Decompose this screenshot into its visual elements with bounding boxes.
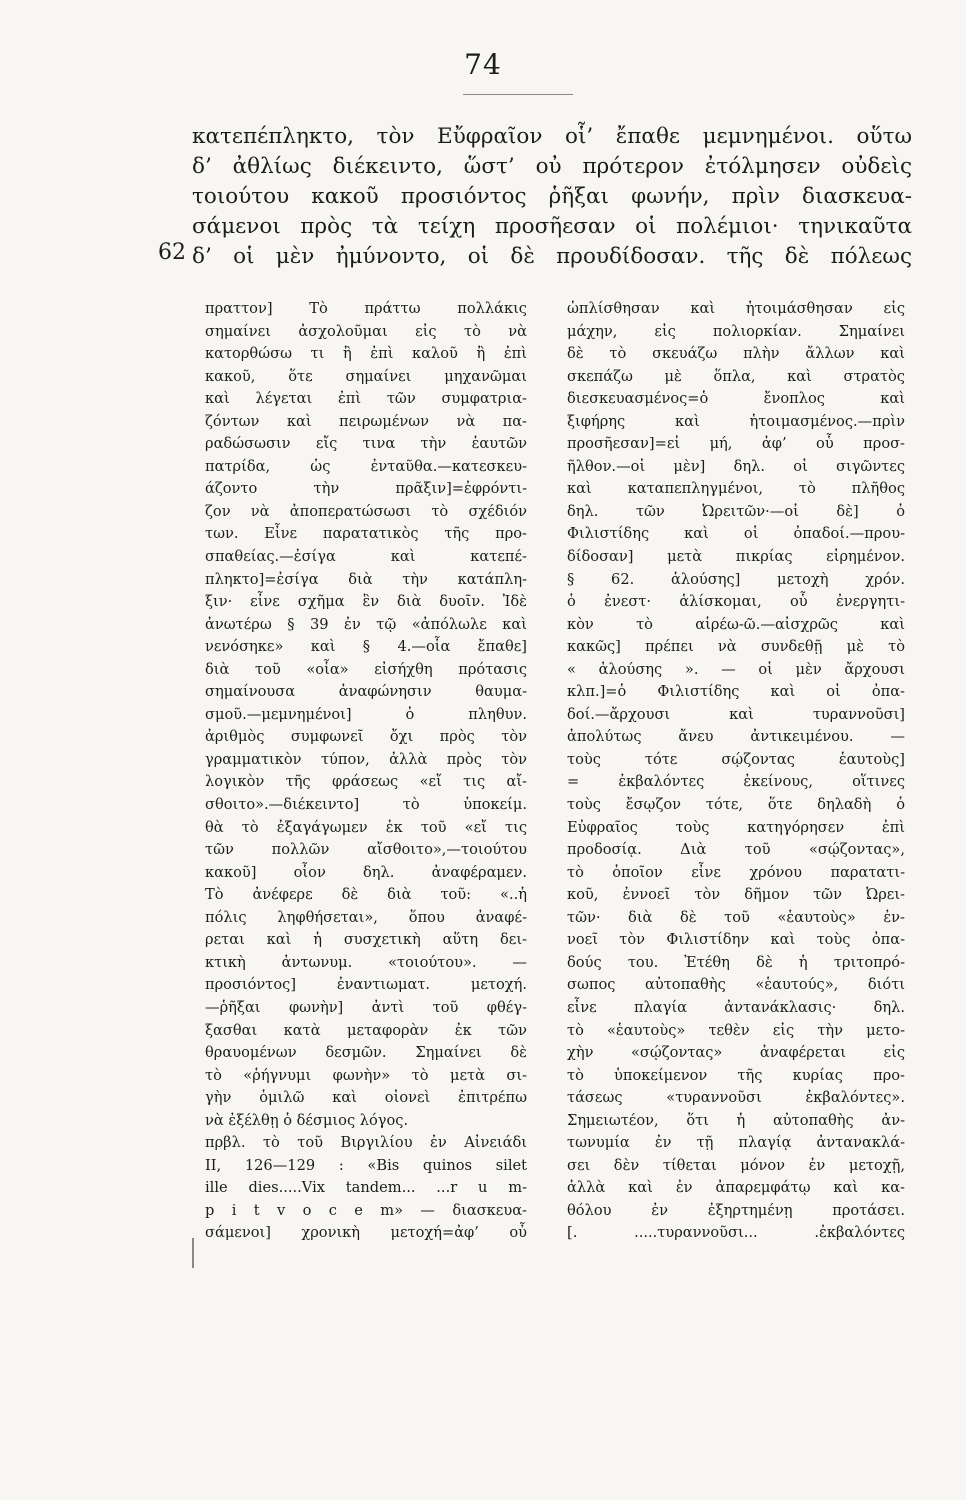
commentary-line: γὴν ὁμιλῶ καὶ οἱονεὶ ἐπιτρέπω xyxy=(205,1089,527,1107)
commentary-line: ἀλλὰ καὶ ἐν ἀπαρεμφάτῳ καὶ κα- xyxy=(567,1179,905,1197)
commentary-line: τοὺς ἔσῳζον τότε, ὅτε δηλαδὴ ὁ xyxy=(567,796,905,814)
commentary-line: θόλου ἐν ἐξηρτημένῃ προτάσει. xyxy=(567,1201,905,1219)
commentary-line: κακοῦ, ὅτε σημαίνει μηχανῶμαι xyxy=(205,367,527,385)
commentary-line: νενόσηκε» καὶ § 4.—οἷα ἔπαθε] xyxy=(205,638,527,656)
commentary-line: σωπος αὐτοπαθὴς «ἑαυτούς», διότι xyxy=(567,976,905,994)
commentary-line: τὸ «ἑαυτοὺς» τεθὲν εἰς τὴν μετο- xyxy=(567,1021,905,1039)
commentary-line: ραδώσωσιν εἴς τινα τὴν ἑαυτῶν xyxy=(205,435,527,453)
commentary-line: « ἁλούσης ». — οἱ μὲν ἄρχουσι xyxy=(567,660,905,678)
commentary-line: [. .....τυραννοῦσι... .ἐκβαλόντες xyxy=(567,1224,905,1242)
page-number: 74 xyxy=(464,48,502,81)
commentary-line: μάχην, εἰς πολιορκίαν. Σημαίνει xyxy=(567,322,905,340)
commentary-line: κὸν τὸ αἱρέω-ῶ.—αἰσχρῶς καὶ xyxy=(567,615,905,633)
commentary-line: θραυομένων δεσμῶν. Σημαίνει δὲ xyxy=(205,1044,527,1062)
commentary-left-column xyxy=(205,298,527,1245)
commentary-line: πατρίδα, ὡς ἐνταῦθα.—κατεσκευ- xyxy=(205,457,527,475)
commentary-line: § 62. ἁλούσης] μετοχὴ χρόν. xyxy=(567,570,905,588)
commentary-line: σπαθείας.—ἐσίγα καὶ κατεπέ- xyxy=(205,548,527,566)
commentary-line: προδοσίᾳ. Διὰ τοῦ «σῴζοντας», xyxy=(567,841,905,859)
commentary-line: τῶν· διὰ δὲ τοῦ «ἑαυτοὺς» ἐν- xyxy=(567,908,905,926)
commentary-line: καὶ καταπεπληγμένοι, τὸ πλῆθος xyxy=(567,480,905,498)
main-text-line: τοιούτου κακοῦ προσιόντος ῥῆξαι φωνήν, πρὶν διασκευα- xyxy=(192,184,912,209)
commentary-line: τωνυμία ἐν τῇ πλαγίᾳ ἀντανακλά- xyxy=(567,1134,905,1152)
commentary-line: άζοντο τὴν πρᾶξιν]=ἐφρόντι- xyxy=(205,480,527,498)
commentary-line: καὶ λέγεται ἐπὶ τῶν συμφατρια- xyxy=(205,390,527,408)
commentary-line: χὴν «σῴζοντας» ἀναφέρεται εἰς xyxy=(567,1044,905,1062)
commentary-line: ζον νὰ ἀποπερατώσωσι τὸ σχέδιόν xyxy=(205,502,527,520)
commentary-line: διὰ τοῦ «οἷα» εἰσήχθη πρότασις xyxy=(205,660,527,678)
commentary-line: Φιλιστίδης καὶ οἱ ὀπαδοί.—πρου- xyxy=(567,525,905,543)
commentary-line: των. Εἶνε παρατατικὸς τῆς προ- xyxy=(205,525,527,543)
commentary-line: κακῶς] πρέπει νὰ συνδεθῇ μὲ τὸ xyxy=(567,638,905,656)
commentary-line: νὰ ἐξέλθῃ ὁ δέσμιος λόγος. xyxy=(205,1111,409,1129)
commentary-line: ρεται καὶ ἡ συσχετικὴ αὕτη δει- xyxy=(205,931,527,949)
commentary-line: σει δὲν τίθεται μόνον ἐν μετοχῇ, xyxy=(567,1156,905,1174)
commentary-line: ξιφήρης καὶ ἡτοιμασμένος.—πρὶν xyxy=(567,412,905,430)
commentary-line: ὡπλίσθησαν καὶ ἡτοιμάσθησαν εἰς xyxy=(567,300,905,317)
commentary-line: τὸ ὑποκείμενον τῆς κυρίας προ- xyxy=(567,1066,905,1084)
commentary-line: προσιόντος] ἐναντιωματ. μετοχή. xyxy=(205,976,527,994)
commentary-line: δηλ. τῶν Ὠρειτῶν·—οἱ δὲ] ὁ xyxy=(567,502,905,520)
commentary-line: τὸ ὁποῖον εἶνε χρόνου παρατατι- xyxy=(567,863,905,881)
commentary-line: —ῥῆξαι φωνὴν] ἀντὶ τοῦ φθέγ- xyxy=(205,998,527,1016)
commentary-line: πόλις ληφθήσεται», ὅπου ἀναφέ- xyxy=(205,908,527,926)
commentary-line: πληκτο]=ἐσίγα διὰ τὴν κατάπλη- xyxy=(205,570,527,588)
main-text-line: κατεπέπληκτο, τὸν Εὔφραῖον οἷ’ ἔπαθε μεμνημένοι. οὕτω xyxy=(192,124,912,149)
commentary-line: ῆλθον.—οἱ μὲν] δηλ. οἱ σιγῶντες xyxy=(567,457,905,475)
main-text-line: σάμενοι πρὸς τὰ τείχη προσῆεσαν οἱ πολέμιοι· τηνικαῦτα xyxy=(192,214,912,239)
commentary-line: κοῦ, ἐννοεῖ τὸν δῆμον τῶν Ὠρει- xyxy=(567,886,905,904)
commentary-line: ζόντων καὶ πειρωμένων νὰ πα- xyxy=(205,412,527,430)
commentary-line: σθοιτο».—διέκειντο] τὸ ὑποκείμ. xyxy=(205,796,527,814)
commentary-line: γραμματικὸν τύπον, ἀλλὰ πρὸς τὸν xyxy=(205,750,527,768)
commentary-line: Εὐφραῖος τοὺς κατηγόρησεν ἐπὶ xyxy=(567,818,905,836)
commentary-line: τάσεως «τυραννοῦσι ἐκβαλόντες». xyxy=(567,1089,905,1107)
commentary-line: πρβλ. τὸ τοῦ Βιργιλίου ἐν Αἰνειάδι xyxy=(205,1134,527,1152)
commentary-line: διεσκευασμένος=ὁ ἔνοπλος καὶ xyxy=(567,390,905,408)
commentary-line: Σημειωτέον, ὅτι ἡ αὐτοπαθὴς ἀν- xyxy=(567,1111,905,1129)
commentary-line: σκεπάζω μὲ ὅπλα, καὶ στρατὸς xyxy=(567,367,905,385)
commentary-right-column xyxy=(567,298,905,1245)
section-marker: 62 xyxy=(158,240,186,265)
main-greek-text xyxy=(192,122,912,272)
header-rule xyxy=(463,94,573,95)
commentary-line: σμοῦ.—μεμνημένοι] ὁ πληθυν. xyxy=(205,705,527,723)
commentary-line: κλπ.]=ὁ Φιλιστίδης καὶ οἱ ὀπα- xyxy=(567,683,905,701)
commentary-line: κατορθώσω τι ἢ ἐπὶ καλοῦ ἢ ἐπὶ xyxy=(205,345,527,363)
commentary-line: τοὺς τότε σῴζοντας ἑαυτοὺς] xyxy=(567,750,905,768)
commentary-line: σάμενοι] χρονικὴ μετοχή=ἀφ’ οὗ xyxy=(205,1224,527,1242)
commentary-line: πραττον] Τὸ πράττω πολλάκις xyxy=(205,300,527,317)
commentary-line: p i t v o c e m» — διασκευα- xyxy=(205,1201,527,1219)
commentary-line: λογικὸν τῆς φράσεως «εἴ τις αἴ- xyxy=(205,773,527,791)
commentary-line: εἶνε πλαγία ἀντανάκλασις· δηλ. xyxy=(567,998,905,1016)
commentary-line: θὰ τὸ ἐξαγάγωμεν ἐκ τοῦ «εἴ τις xyxy=(205,818,527,836)
commentary-line: II, 126—129 : «Bis quinos silet xyxy=(205,1156,527,1174)
commentary-line: κακοῦ] οἷον δηλ. ἀναφέραμεν. xyxy=(205,863,527,881)
commentary-line: ἀριθμὸς συμφωνεῖ ὄχι πρὸς τὸν xyxy=(205,728,527,746)
commentary-line: τῶν πολλῶν αἴσθοιτο»,—τοιούτου xyxy=(205,841,527,859)
commentary-line: ἀνωτέρω § 39 ἐν τῷ «ἀπόλωλε καὶ xyxy=(205,615,527,633)
commentary-line: δὲ τὸ σκευάζω πλὴν ἄλλων καὶ xyxy=(567,345,905,363)
commentary-line: δοί.—ἄρχουσι καὶ τυραννοῦσι] xyxy=(567,705,905,723)
commentary-line: νοεῖ τὸν Φιλιστίδην καὶ τοὺς ὀπα- xyxy=(567,931,905,949)
main-text-line: δ’ οἱ μὲν ἠμύνοντο, οἱ δὲ προυδίδοσαν. τῆς δὲ πόλεως xyxy=(192,244,912,269)
commentary-line: Τὸ ἀνέφερε δὲ διὰ τοῦ: «..ἡ xyxy=(205,886,527,904)
commentary-line: ἀπολύτως ἄνευ ἀντικειμένου. — xyxy=(567,728,905,746)
commentary-line: ξιν· εἶνε σχῆμα ἓν διὰ δυοῖν. Ἰδὲ xyxy=(205,593,527,611)
margin-bracket xyxy=(192,1238,194,1268)
main-text-line: δ’ ἀθλίως διέκειντο, ὥστ’ οὐ πρότερον ἐτόλμησεν οὐδεὶς xyxy=(192,154,912,179)
commentary-line: κτικὴ ἀντωνυμ. «τοιούτου». — xyxy=(205,953,527,971)
commentary-line: = ἐκβαλόντες ἐκείνους, οἵτινες xyxy=(567,773,905,791)
commentary-line: ὁ ἐνεστ· ἁλίσκομαι, οὗ ἐνεργητι- xyxy=(567,593,905,611)
commentary-line: σημαίνει ἀσχολοῦμαι εἰς τὸ νὰ xyxy=(205,322,527,340)
commentary-line: προσῆεσαν]=εἰ μή, ἀφ’ οὗ προσ- xyxy=(567,435,905,453)
commentary-line: δούς του. Ἑτέθη δὲ ἡ τριτοπρό- xyxy=(567,953,905,971)
commentary-line: τὸ «ῥήγνυμι φωνὴν» τὸ μετὰ σι- xyxy=(205,1066,527,1084)
commentary-line: ξασθαι κατὰ μεταφορὰν ἐκ τῶν xyxy=(205,1021,527,1039)
commentary-line: σημαίνουσα ἀναφώνησιν θαυμα- xyxy=(205,683,527,701)
commentary-line: ille dies.....Vix tandem... ...r u m- xyxy=(205,1179,527,1197)
commentary-line: δίδοσαν] μετὰ πικρίας εἰρημένον. xyxy=(567,548,905,566)
